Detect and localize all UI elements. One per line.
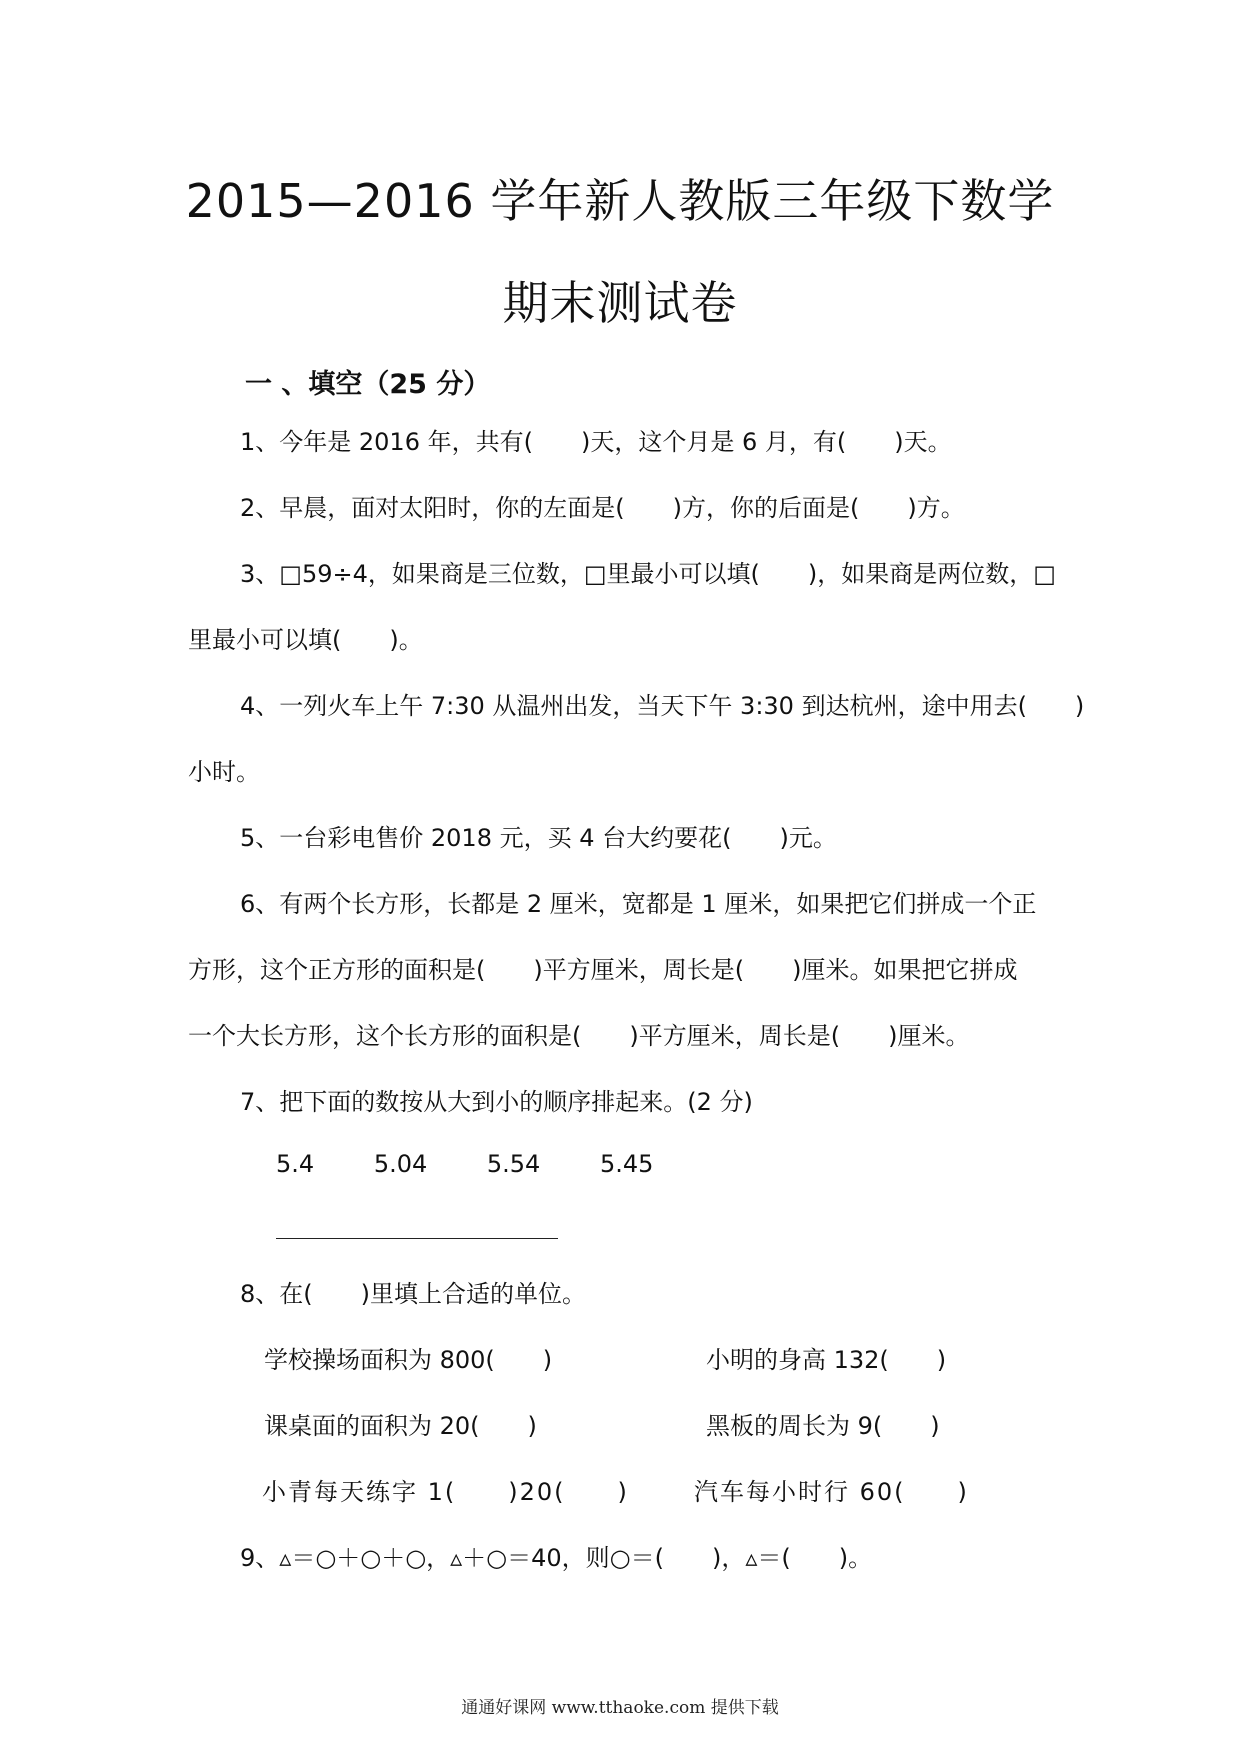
- page-title-line-2: 期末测试卷: [502, 276, 738, 330]
- question-8-item-c: 课桌面的面积为 20( ): [264, 1412, 537, 1440]
- question-1: 1、今年是 2016 年，共有( )天，这个月是 6 月，有( )天。: [240, 428, 952, 456]
- answer-line: [276, 1238, 558, 1239]
- question-8-item-f: 汽车每小时行 60( ): [694, 1478, 969, 1506]
- question-6-line-3: 一个大长方形，这个长方形的面积是( )平方厘米，周长是( )厘米。: [188, 1022, 970, 1050]
- number-item: 5.4: [276, 1150, 315, 1178]
- section-heading-fill-blank: 一 、填空（25 分）: [245, 369, 491, 400]
- footer-source: 通通好课网 www.tthaoke.com 提供下载: [461, 1698, 779, 1718]
- question-2: 2、早晨，面对太阳时，你的左面是( )方，你的后面是( )方。: [240, 494, 965, 522]
- question-4-line-2: 小时。: [188, 758, 260, 786]
- question-6-line-1: 6、有两个长方形，长都是 2 厘米，宽都是 1 厘米，如果把它们拼成一个正: [240, 890, 1037, 918]
- page-title-line-1: 2015—2016 学年新人教版三年级下数学: [185, 174, 1055, 228]
- question-7-numbers: [276, 1150, 705, 1178]
- question-8-item-a: 学校操场面积为 800( ): [264, 1346, 553, 1374]
- number-item: 5.04: [373, 1150, 428, 1178]
- question-8-item-e: 小青每天练字 1( )20( ): [262, 1478, 629, 1506]
- question-4-line-1: 4、一列火车上午 7:30 从温州出发，当天下午 3:30 到达杭州，途中用去( ): [240, 692, 1085, 720]
- question-3-line-1: 3、□59÷4，如果商是三位数，□里最小可以填( )，如果商是两位数，□: [240, 560, 1056, 588]
- question-8: 8、在( )里填上合适的单位。: [240, 1280, 586, 1308]
- question-3-line-2: 里最小可以填( )。: [188, 626, 423, 654]
- question-6-line-2: 方形，这个正方形的面积是( )平方厘米，周长是( )厘米。如果把它拼成: [188, 956, 1018, 984]
- question-8-item-b: 小明的身高 132( ): [706, 1346, 947, 1374]
- question-5: 5、一台彩电售价 2018 元，买 4 台大约要花( )元。: [240, 824, 837, 852]
- question-9: 9、▵＝○＋○＋○，▵＋○＝40，则○＝( )，▵＝( )。: [240, 1544, 873, 1572]
- question-8-item-d: 黑板的周长为 9( ): [706, 1412, 940, 1440]
- number-item: 5.45: [599, 1150, 654, 1178]
- question-7: 7、把下面的数按从大到小的顺序排起来。(2 分): [240, 1088, 753, 1116]
- number-item: 5.54: [486, 1150, 541, 1178]
